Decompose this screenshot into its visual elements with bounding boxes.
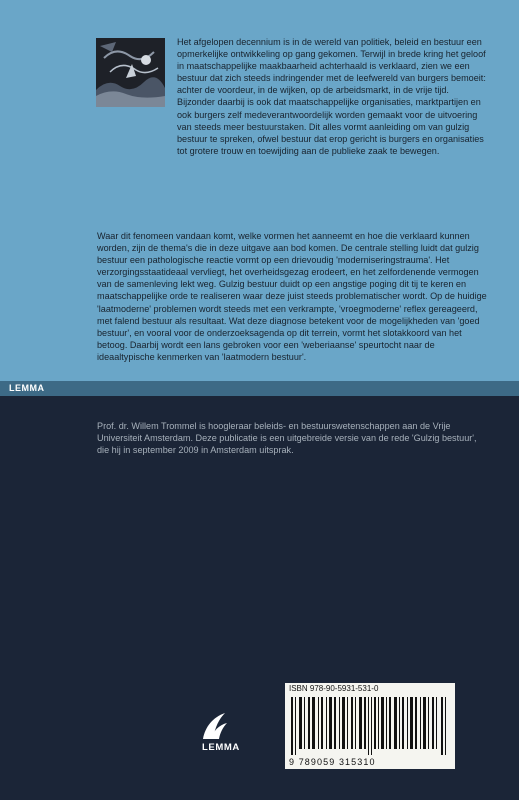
barcode-number: 9 789059 315310 bbox=[289, 757, 376, 767]
intro-paragraph: Het afgelopen decennium is in de wereld van politiek, beleid en bestuur een opmerkelijke ontwikkeling op gang gekomen. Terwijl in brede kring het geloof in maatschappelijke maakbaarheid achterhaald is verklaard, zien we een bestuur dat zich steeds indringender met de leefwereld van burgers bemoeit: achter de voordeur, in de wijken, op de arbeidsmarkt, in de vrije tijd. Bijzonder daarbij is ook dat maatschappelijke organisaties, marktpartijen en ook burgers zelf medeverantwoordelijk worden gemaakt voor de uitvoering van steeds meer bestuurstaken. Dit alles vormt aanleiding om van gulzig bestuur te spreken, ofwel bestuur dat erop gericht is burgers en organisaties tot grotere trouw en toewijding aan de publieke zaak te bewegen. bbox=[177, 37, 486, 156]
cover-thumbnail-image bbox=[96, 38, 165, 107]
thesis-paragraph: Waar dit fenomeen vandaan komt, welke vormen het aanneemt en hoe die verklaard kunnen worden, zijn de thema's die in deze uitgave aan bod komen. De centrale stelling luidt dat gulzig bestuur een pathologische reactie vormt op een drievoudig 'moderniseringstrauma'. Het verzorgingsstaatideaal vervliegt, het overheidsgezag erodeert, en het zelfordenende vermogen van de samenleving lekt weg. Gulzig bestuur duidt op een angstige poging dit tij te keren en maatschappelijke orde te realiseren waar deze juist steeds problematischer wordt. Op de huidige 'laatmoderne' problemen wordt steeds met een verkrampte, 'vroegmoderne' reflex gereageerd, met falend bestuur als resultaat. Wat deze diagnose betekent voor de mogelijkheden van 'goed bestuur', en vooral voor de onderzoeksagenda op dit terrein, vormt het slotakkoord van het betoog. Daarbij wordt een lans gebroken voor een 'weberiaanse' speurtocht naar de ideaaltypische kenmerken van 'laatmodern bestuur'. bbox=[97, 231, 487, 362]
barcode-area bbox=[285, 683, 455, 769]
isbn-label: ISBN 978-90-5931-531-0 bbox=[289, 684, 379, 693]
publisher-logo-label: LEMMA bbox=[202, 742, 240, 753]
lemma-wing-logo-icon bbox=[195, 711, 235, 746]
author-bio-paragraph: Prof. dr. Willem Trommel is hoogleraar beleids- en bestuurswetenschappen aan de Vrije Universiteit Amsterdam. Deze publicatie is een uitgebreide versie van de rede 'Gulzig bestuur', die hij in september 2009 in Amsterdam uitsprak. bbox=[97, 421, 477, 456]
barcode-icon bbox=[291, 697, 449, 755]
publisher-band bbox=[0, 381, 519, 396]
band-publisher-label: LEMMA bbox=[9, 383, 45, 393]
